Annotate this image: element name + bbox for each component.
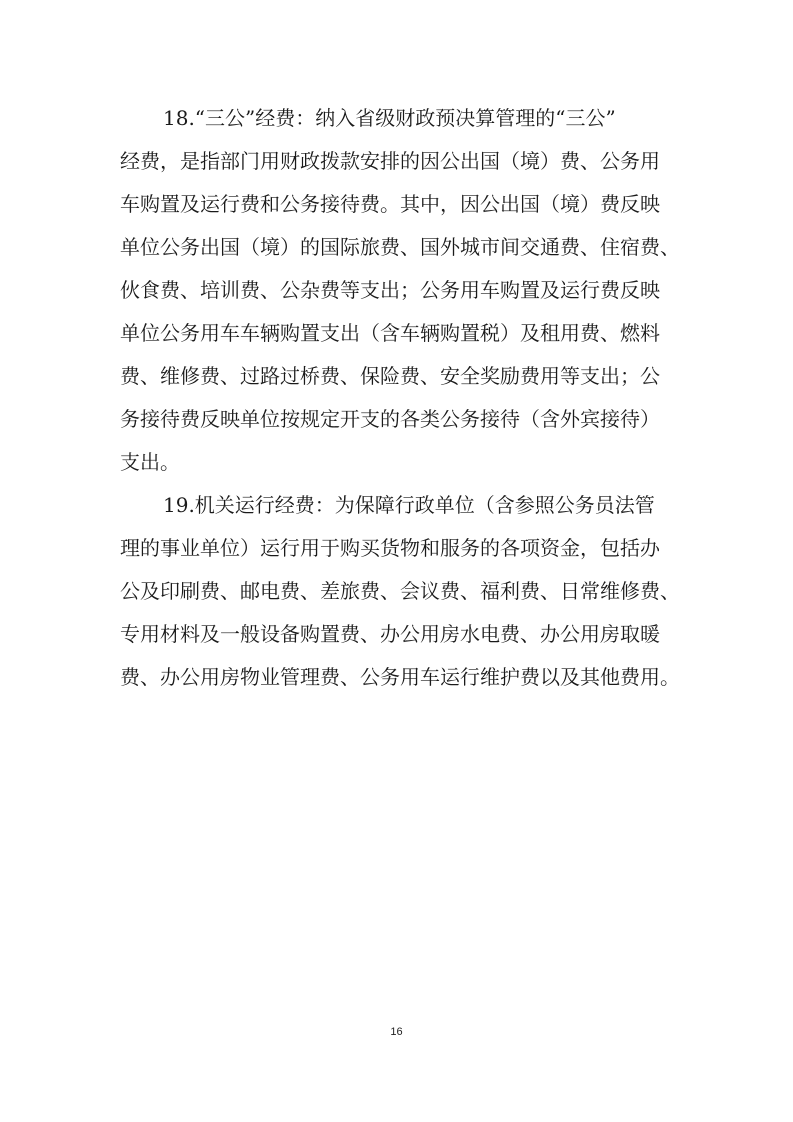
paragraph-line: 经费，是指部门用财政拨款安排的因公出国（境）费、公务用 [120,149,660,173]
paragraph-line: 专用材料及一般设备购置费、办公用房水电费、办公用房取暖 [120,622,660,646]
paragraph-line: 理的事业单位）运行用于购买货物和服务的各项资金，包括办 [120,536,660,560]
paragraph-line: 公及印刷费、邮电费、差旅费、会议费、福利费、日常维修费、 [120,579,680,603]
paragraph-line: 19.机关运行经费：为保障行政单位（含参照公务员法管 [163,493,655,517]
paragraph-line: 18.“三公”经费：纳入省级财政预决算管理的“三公” [163,106,616,130]
paragraph-line: 单位公务用车车辆购置支出（含车辆购置税）及租用费、燃料 [120,321,660,345]
paragraph-line: 单位公务出国（境）的国际旅费、国外城市间交通费、住宿费、 [120,235,680,259]
paragraph-line: 支出。 [120,450,180,474]
paragraph-line: 费、维修费、过路过桥费、保险费、安全奖励费用等支出；公 [120,364,660,388]
paragraph-line: 费、办公用房物业管理费、公务用车运行维护费以及其他费用。 [120,665,680,689]
paragraph-line: 车购置及运行费和公务接待费。其中，因公出国（境）费反映 [120,192,660,216]
paragraph-line: 务接待费反映单位按规定开支的各类公务接待（含外宾接待） [120,407,660,431]
page-number: 16 [390,1026,403,1038]
paragraph-line: 伙食费、培训费、公杂费等支出；公务用车购置及运行费反映 [120,278,660,302]
